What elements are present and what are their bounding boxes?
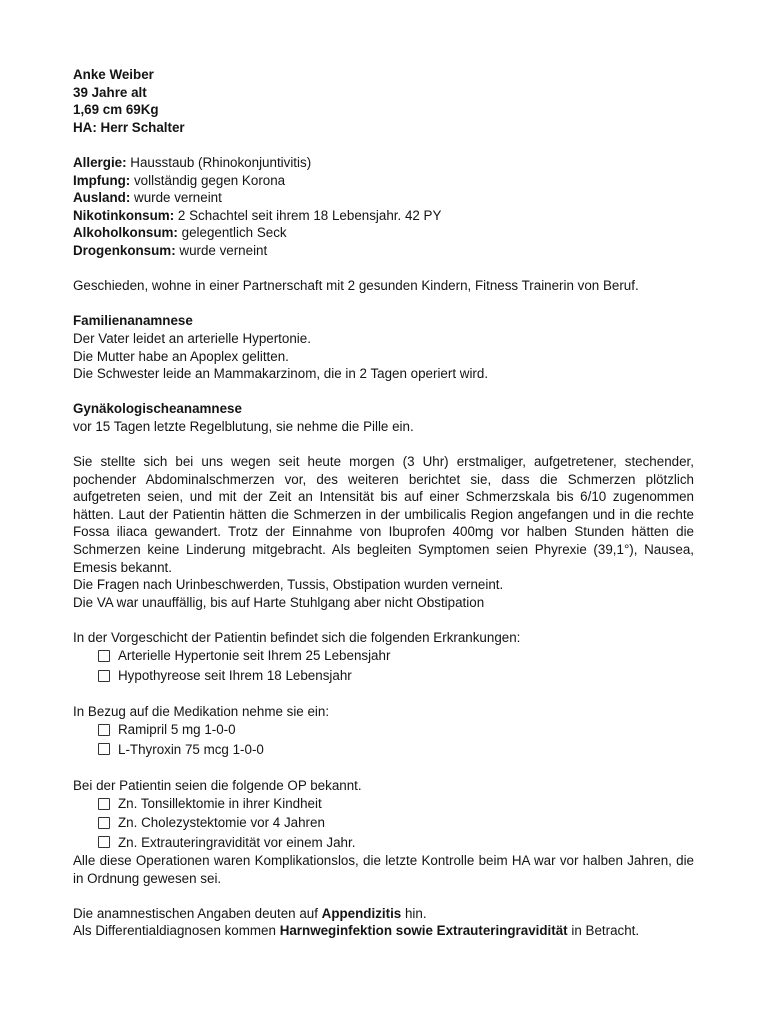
conclusion-text: in Betracht. (567, 923, 640, 939)
anamnesis-drogen (73, 242, 694, 260)
anamnesis-value: vollständig gegen Korona (130, 172, 286, 188)
checkbox[interactable] (98, 670, 110, 682)
family-line: Die Mutter habe an Apoplex gelitten. (73, 348, 289, 364)
social-history: Geschieden, wohne in einer Partnerschaft mit 2 gesunden Kindern, Fitness Trainerin von Beruf. (73, 278, 639, 294)
anamnesis-ausland (73, 189, 694, 207)
anamnesis-impfung (73, 172, 694, 190)
medication-item (73, 740, 694, 759)
history-item-label: Arterielle Hypertonie seit Ihrem 25 Lebensjahr (118, 648, 391, 664)
history-item (73, 666, 694, 685)
patient-name: Anke Weiber (73, 67, 154, 82)
checkbox[interactable] (98, 817, 110, 829)
conclusion-text: Die anamnestischen Angaben deuten auf (73, 905, 322, 921)
surgery-item-label: Zn. Cholezystektomie vor 4 Jahren (118, 815, 325, 831)
anamnesis-value: gelegentlich Seck (177, 225, 287, 241)
gyn-heading: Gynäkologischeanamnese (73, 401, 242, 417)
conclusion-text: hin. (401, 905, 427, 921)
anamnesis-label: Drogenkonsum: (73, 242, 176, 258)
anamnesis-value: wurde verneint (175, 242, 268, 258)
checkbox[interactable] (98, 743, 110, 755)
anamnesis-label: Impfung: (73, 172, 131, 188)
surgery-item (73, 813, 694, 832)
complaint-line: Die VA war unauffällig, bis auf Harte Stuhlgang aber nicht Obstipation (73, 594, 485, 610)
surgery-item (73, 833, 694, 852)
checkbox[interactable] (98, 798, 110, 810)
patient-age: 39 Jahre alt (73, 84, 147, 100)
family-line: Der Vater leidet an arterielle Hypertonie. (73, 330, 311, 346)
complaint-line: Die Fragen nach Urinbeschwerden, Tussis, Obstipation wurden verneint. (73, 577, 504, 593)
conclusion-text: Als Differentialdiagnosen kommen (73, 923, 280, 939)
differential-diagnoses: Harnweginfektion sowie Extrauteringravidität (279, 923, 568, 939)
anamnesis-label: Allergie: (73, 154, 127, 170)
surgery-item-label: Zn. Tonsillektomie in ihrer Kindheit (118, 796, 322, 811)
medication-item-label: L-Thyroxin 75 mcg 1-0-0 (118, 741, 264, 757)
anamnesis-label: Alkoholkonsum: (73, 225, 178, 241)
surgery-intro: Bei der Patientin seien die folgende OP bekannt. (73, 777, 362, 793)
gyn-text: vor 15 Tagen letzte Regelblutung, sie nehme die Pille ein. (73, 418, 414, 434)
medication-item (73, 720, 694, 739)
history-item (73, 647, 694, 666)
anamnesis-value: 2 Schachtel seit ihrem 18 Lebensjahr. 42 PY (174, 207, 442, 223)
family-line: Die Schwester leide an Mammakarzinom, die in 2 Tagen operiert wird. (73, 366, 489, 382)
history-intro: In der Vorgeschicht der Patientin befindet sich die folgenden Erkrankungen: (73, 630, 521, 645)
surgery-item (73, 794, 694, 813)
anamnesis-value: Hausstaub (Rhinokonjuntivitis) (126, 154, 312, 170)
conclusion-line-1 (73, 905, 694, 923)
patient-ha: HA: Herr Schalter (73, 119, 185, 135)
document-content (73, 66, 694, 940)
anamnesis-value: wurde verneint (130, 190, 222, 206)
anamnesis-allergie (73, 154, 694, 172)
surgery-note: Alle diese Operationen waren Komplikationslos, die letzte Kontrolle beim HA war vor halben Jahren, die in Ordnung gewesen sei. (73, 853, 694, 886)
complaint-paragraph: Sie stellte sich bei uns wegen seit heute morgen (3 Uhr) erstmaliger, aufgetretener, stechender, pochender Abdominalschmerzen vor, des weiteren berichtet sie, dass die Schmerzen plötzlich aufgetreten seien, und mit der Zeit an Intensität bis auf einer Schmerzskala bis 6/10 zugenommen hätten. Laut der Patientin hätten die Schmerzen in der umbilicalis Region angefangen und in die rechte Fossa iliaca gewandert. Trotz der Einnahme von Ibuprofen 400mg vor halben Stunden hätten die Schmerzen keine Linderung mitgebracht. Als begleiten Symptomen seien Phyrexie (39,1°), Nausea, Emesis bekannt. (73, 454, 694, 575)
patient-measurements: 1,69 cm 69Kg (73, 102, 159, 118)
checkbox[interactable] (98, 650, 110, 662)
conclusion-line-2 (73, 922, 694, 940)
medication-intro: In Bezug auf die Medikation nehme sie ein: (73, 703, 330, 719)
medication-item-label: Ramipril 5 mg 1-0-0 (118, 722, 236, 738)
checkbox[interactable] (98, 724, 110, 736)
anamnesis-nikotin (73, 207, 694, 225)
checkbox[interactable] (98, 836, 110, 848)
anamnesis-alkohol (73, 224, 694, 242)
family-heading: Familienanamnese (73, 313, 193, 329)
surgery-item-label: Zn. Extrauteringravidität vor einem Jahr. (118, 834, 356, 850)
diagnosis: Appendizitis (321, 905, 402, 921)
anamnesis-label: Nikotinkonsum: (73, 207, 175, 223)
anamnesis-label: Ausland: (73, 190, 131, 206)
history-item-label: Hypothyreose seit Ihrem 18 Lebensjahr (118, 667, 352, 683)
